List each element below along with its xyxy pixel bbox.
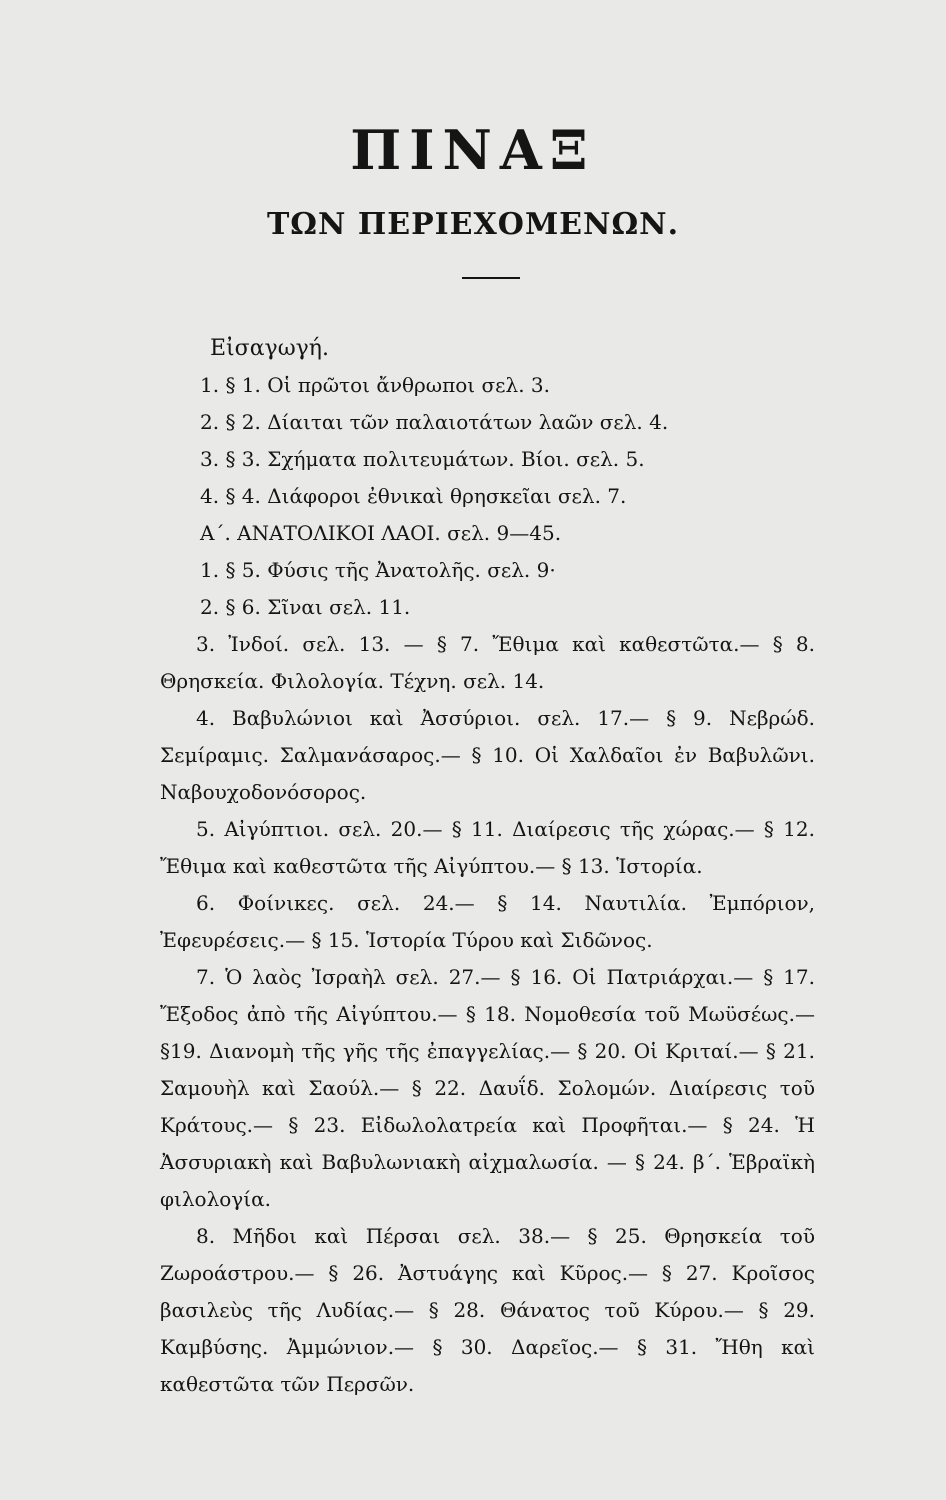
toc-entry-6: 6. Φοίνικες. σελ. 24.— § 14. Ναυτιλία. Ἐμπόριον, Ἐφευρέσεις.— § 15. Ἱστορία Τύρου καὶ Σιδῶνος. bbox=[160, 891, 815, 952]
toc-entry-7: 7. Ὁ λαὸς Ἰσραὴλ σελ. 27.— § 16. Οἱ Πατριάρχαι.— § 17. Ἔξοδος ἀπὸ τῆς Αἰγύπτου.— § 18. Νομοθεσία τοῦ Μωϋσέως.— §19. Διανομὴ τῆς γῆς τῆς ἐπαγγελίας.— § 20. Οἱ Κριταί.— § 21. Σαμουὴλ καὶ Σαούλ.— § 22. Δαυΐδ. Σολομών. Διαίρεσις τοῦ Κράτους.— § 23. Εἰδωλολατρεία καὶ Προφῆται.— § 24. Ἡ Ἀσσυριακὴ καὶ Βαβυλωνιακὴ αἰχμαλωσία. — § 24. β΄. Ἑβραϊκὴ φιλολογία. bbox=[160, 965, 815, 1211]
page-subtitle: ΤΩΝ ΠΕΡΙΕΧΟΜΕΝΩΝ. bbox=[266, 207, 680, 242]
toc-line-5: 1. § 5. Φύσις τῆς Ἀνατολῆς. σελ. 9· bbox=[200, 558, 556, 582]
toc-line-2: 2. § 2. Δίαιται τῶν παλαιοτάτων λαῶν σελ. 4. bbox=[200, 410, 669, 434]
section-heading-a: Α΄. ΑΝΑΤΟΛΙΚΟΙ ΛΑΟΙ. σελ. 9—45. bbox=[200, 521, 562, 545]
table-of-contents bbox=[160, 330, 815, 1403]
page-title: ΠΙΝΑΞ bbox=[350, 118, 596, 182]
toc-line-6: 2. § 6. Σῖναι σελ. 11. bbox=[200, 595, 411, 619]
toc-entry-5: 5. Αἰγύπτιοι. σελ. 20.— § 11. Διαίρεσις τῆς χώρας.— § 12. Ἔθιμα καὶ καθεστῶτα τῆς Αἰγύπτου.— § 13. Ἱστορία. bbox=[160, 817, 815, 878]
toc-line-3: 3. § 3. Σχήματα πολιτευμάτων. Βίοι. σελ. 5. bbox=[200, 447, 645, 471]
toc-entry-8: 8. Μῆδοι καὶ Πέρσαι σελ. 38.— § 25. Θρησκεία τοῦ Ζωροάστρου.— § 26. Ἀστυάγης καὶ Κῦρος.— § 27. Κροῖσος βασιλεὺς τῆς Λυδίας.— § 28. Θάνατος τοῦ Κύρου.— § 29. Καμβύσης. Ἀμμώνιον.— § 30. Δαρεῖος.— § 31. Ἤθη καὶ καθεστῶτα τῶν Περσῶν. bbox=[160, 1224, 815, 1396]
intro-heading: Εἰσαγωγή. bbox=[210, 336, 329, 361]
title-divider bbox=[462, 277, 520, 279]
toc-entry-3: 3. Ἰνδοί. σελ. 13. — § 7. Ἔθιμα καὶ καθεστῶτα.— § 8. Θρησκεία. Φιλολογία. Τέχνη. σελ. 14. bbox=[160, 632, 815, 693]
toc-line-1: 1. § 1. Οἱ πρῶτοι ἄνθρωποι σελ. 3. bbox=[200, 373, 550, 397]
toc-line-4: 4. § 4. Διάφοροι ἐθνικαὶ θρησκεῖαι σελ. 7. bbox=[200, 484, 627, 508]
toc-entry-4: 4. Βαβυλώνιοι καὶ Ἀσσύριοι. σελ. 17.— § 9. Νεβρώδ. Σεμίραμις. Σαλμανάσαρος.— § 10. Οἱ Χαλδαῖοι ἐν Βαβυλῶνι. Ναβουχοδονόσορος. bbox=[160, 706, 815, 804]
